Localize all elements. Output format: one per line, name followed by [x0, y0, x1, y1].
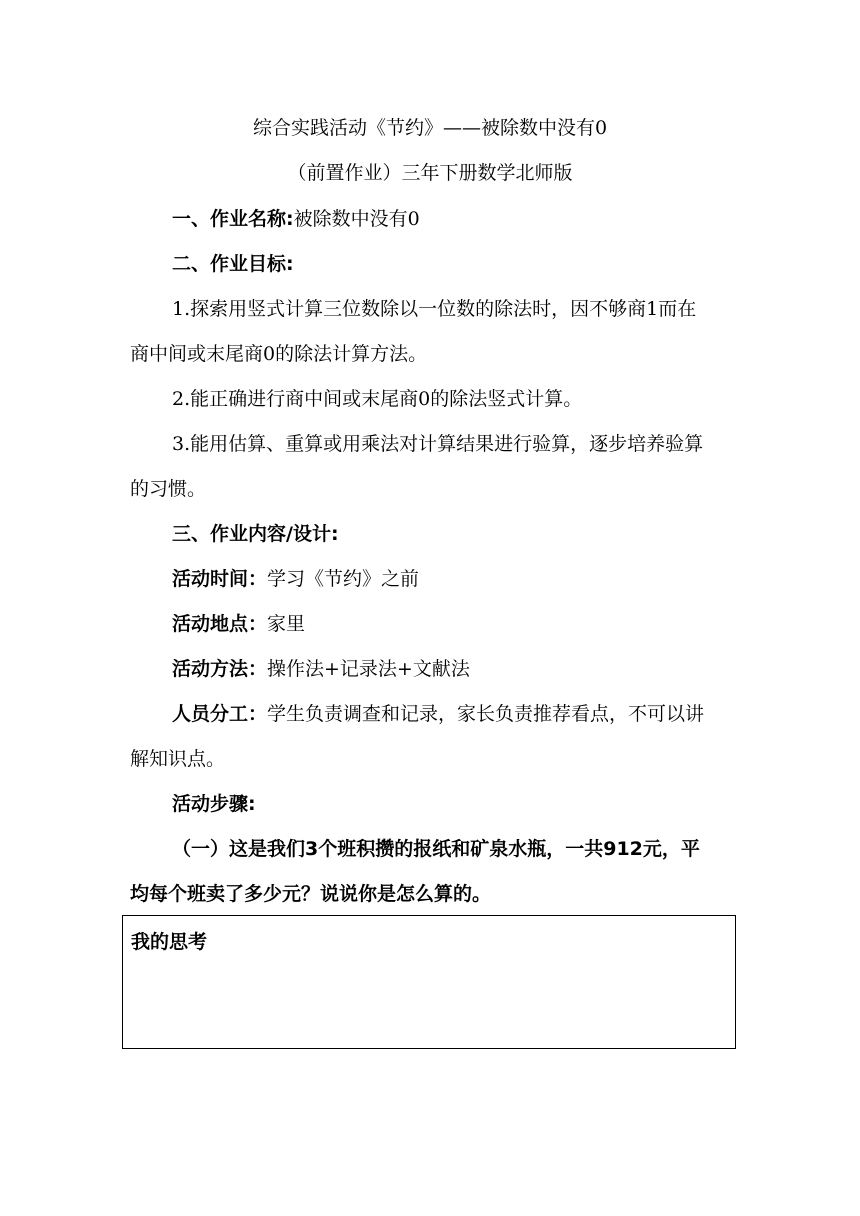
goal-3-line-2: 的习惯。 — [130, 478, 207, 500]
staff-division-line-2: 解知识点。 — [130, 748, 226, 770]
section-heading: 一、作业名称: — [172, 208, 294, 230]
activity-method-label: 活动方法： — [172, 658, 268, 680]
activity-method-value: 操作法+记录法+文献法 — [267, 658, 470, 680]
question-1-line-2: 均每个班卖了多少元？说说你是怎么算的。 — [130, 883, 492, 905]
staff-division — [172, 702, 740, 726]
thinking-answer-box[interactable] — [122, 915, 736, 1049]
activity-time — [172, 567, 740, 591]
document-title: 综合实践活动《节约》——被除数中没有0 — [252, 117, 608, 139]
activity-method — [172, 657, 740, 681]
activity-place — [172, 612, 740, 636]
activity-steps-label: 活动步骤: — [172, 793, 256, 815]
thinking-label: 我的思考 — [131, 931, 208, 953]
activity-time-label: 活动时间： — [172, 568, 268, 590]
document-subtitle: （前置作业）三年下册数学北师版 — [287, 162, 573, 184]
activity-time-value: 学习《节约》之前 — [267, 568, 420, 590]
section-goals-heading: 二、作业目标: — [172, 253, 294, 275]
goal-1-line-1: 1.探索用竖式计算三位数除以一位数的除法时，因不够商1而在 — [172, 298, 697, 320]
staff-division-label: 人员分工： — [172, 703, 268, 725]
section-homework-name — [172, 207, 740, 231]
staff-division-value: 学生负责调查和记录，家长负责推荐看点，不可以讲 — [267, 703, 705, 725]
activity-place-label: 活动地点： — [172, 613, 268, 635]
homework-name-value: 被除数中没有0 — [293, 208, 420, 230]
question-1-line-1: （一）这是我们3个班积攒的报纸和矿泉水瓶，一共912元，平 — [172, 838, 700, 860]
goal-3-line-1: 3.能用估算、重算或用乘法对计算结果进行验算，逐步培养验算 — [172, 433, 704, 455]
section-content-heading: 三、作业内容/设计: — [172, 523, 339, 545]
goal-2: 2.能正确进行商中间或末尾商0的除法竖式计算。 — [172, 388, 583, 410]
goal-1-line-2: 商中间或末尾商0的除法计算方法。 — [130, 343, 428, 365]
activity-place-value: 家里 — [267, 613, 306, 635]
